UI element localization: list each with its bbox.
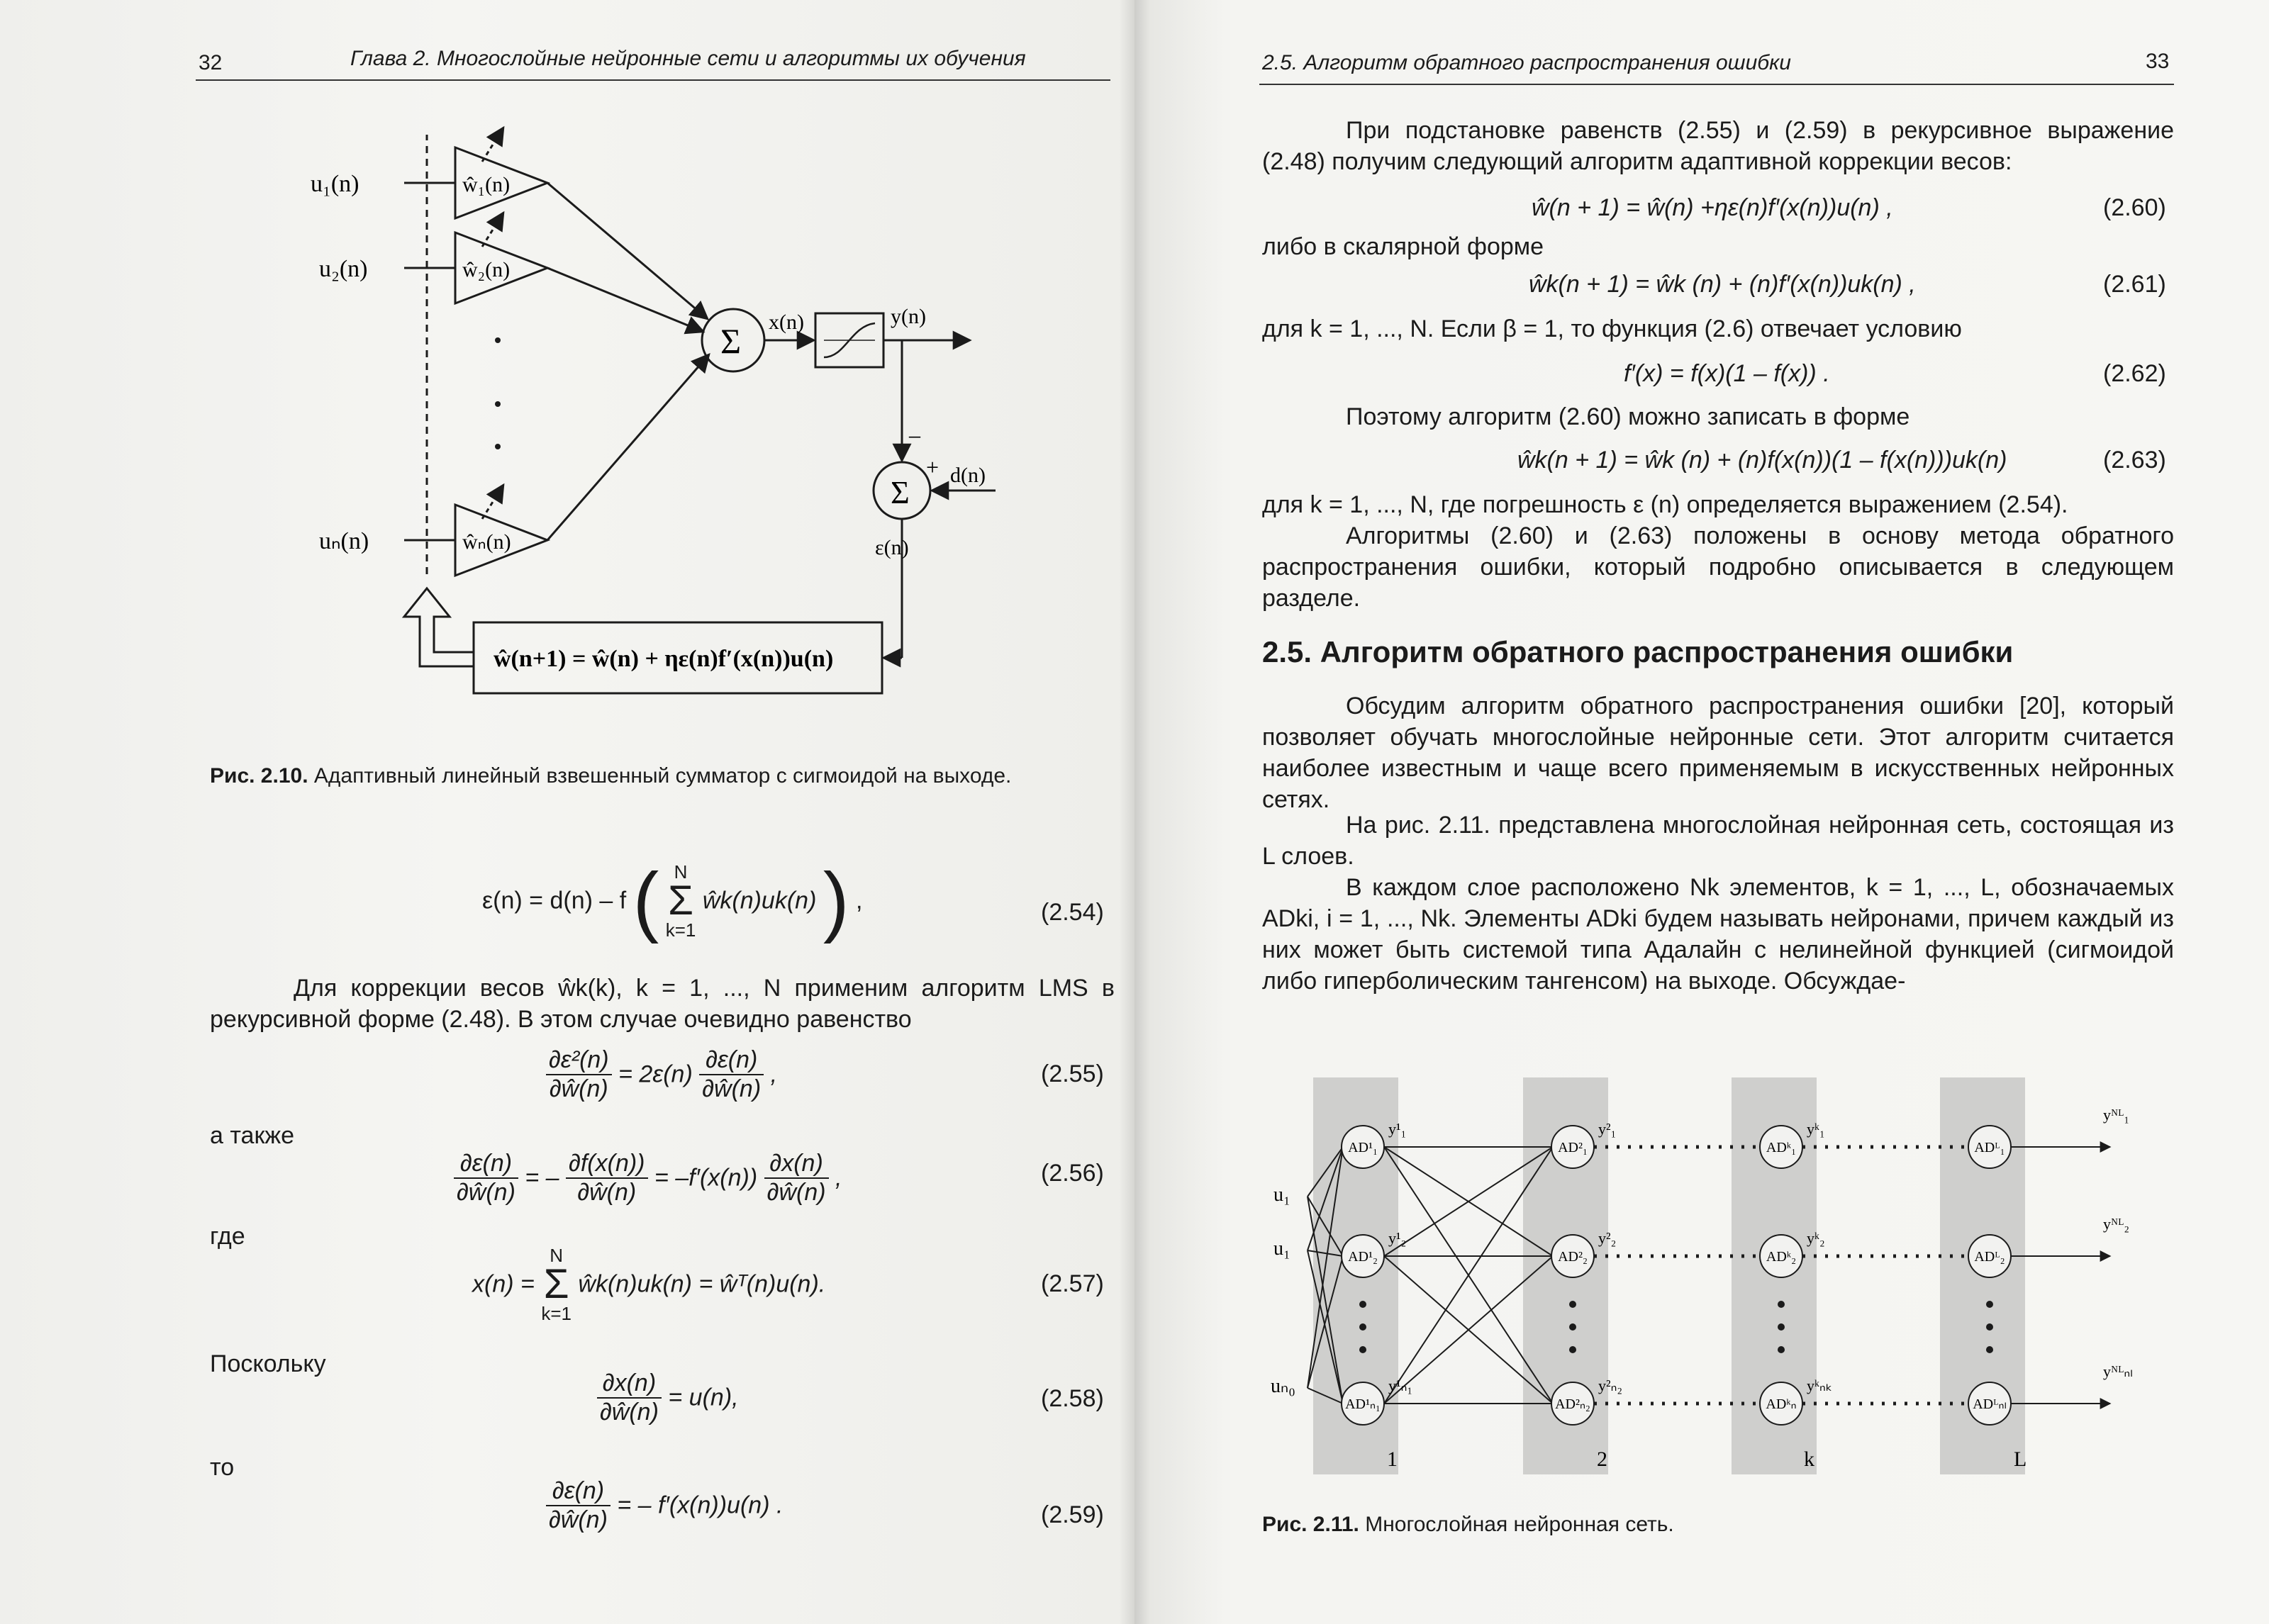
word-where: где bbox=[210, 1223, 245, 1250]
out-layerk-2: yᵏ₂ bbox=[1807, 1229, 1825, 1247]
eq256-frac3-den: ∂ŵ(n) bbox=[766, 1179, 826, 1206]
label-layerL-node1: ADᴸ₁ bbox=[1974, 1140, 2005, 1155]
paragraph-lms: Для коррекции весов ŵk(k), k = 1, ..., N применим алгоритм LMS в рекурсивной форме (2.48). В этом случае очевидно равенство bbox=[210, 975, 1115, 1033]
out-layerk-1: yᵏ₁ bbox=[1807, 1120, 1825, 1138]
eq261-number: (2.61) bbox=[2103, 271, 2166, 298]
equation-2-57 bbox=[472, 1246, 825, 1323]
paragraph-discuss: Обсудим алгоритм обратного распространения ошибки [20], который позволяет обучать многослойные нейронные сети. Этот алгоритм считается наиболее известным и чаще всего применяемым в искусственных нейронных сетях. bbox=[1262, 693, 2174, 813]
label-layerk-node1: ADᵏ₁ bbox=[1766, 1140, 1797, 1155]
book-gutter bbox=[1119, 0, 1150, 1624]
eq254-lhs: ε(n) = d(n) – f bbox=[482, 887, 627, 914]
eq255-tail: , bbox=[770, 1060, 778, 1088]
d-label: d(n) bbox=[950, 464, 986, 487]
out-layer2-n: y²ₙ₂ bbox=[1598, 1377, 1623, 1394]
out-layer2-1: y²₁ bbox=[1598, 1120, 1617, 1138]
eq256-number: (2.56) bbox=[1041, 1160, 1104, 1187]
eq254-number: (2.54) bbox=[1041, 899, 1104, 926]
eq256-frac3-num: ∂x(n) bbox=[764, 1150, 829, 1179]
left-header-rule bbox=[196, 79, 1110, 81]
layer-label-k: k bbox=[1804, 1447, 1814, 1471]
word-then: то bbox=[210, 1454, 235, 1481]
label-layer1-node1: AD¹₁ bbox=[1348, 1140, 1378, 1155]
equation-2-60: ŵ(n + 1) = ŵ(n) +ηε(n)f′(x(n))u(n) , bbox=[1532, 194, 1893, 221]
label-layer2-noden: AD²ₙ₂ bbox=[1555, 1396, 1590, 1412]
figure-2-10-caption bbox=[210, 764, 1011, 788]
eq256-tail: , bbox=[835, 1164, 842, 1192]
eq255-mid: = 2ε(n) bbox=[618, 1060, 693, 1088]
eq258-rhs: = u(n), bbox=[668, 1384, 739, 1411]
epsilon-label: ε(n) bbox=[875, 536, 909, 559]
eq256-frac1-den: ∂ŵ(n) bbox=[457, 1179, 515, 1206]
label-layer1-node2: AD¹₂ bbox=[1348, 1249, 1378, 1265]
figure-2-10-adaptive-combiner bbox=[298, 106, 1021, 730]
eq254-term: ŵk(n)uk(n) bbox=[702, 887, 817, 914]
error-sum-symbol: Σ bbox=[891, 474, 910, 510]
eq257-sum-top: N bbox=[550, 1245, 564, 1266]
out-layerL-2: yᴺᴸ₂ bbox=[2103, 1215, 2130, 1233]
out-layer2-2: y²₂ bbox=[1598, 1229, 1617, 1247]
input-un-label: uₙ(n) bbox=[319, 528, 369, 554]
plus-sign: + bbox=[926, 454, 940, 480]
input-u2-label: u₂(n) bbox=[319, 256, 368, 282]
vertical-dot-2 bbox=[495, 401, 501, 407]
eq257-lhs: x(n) = bbox=[472, 1270, 535, 1298]
eq259-frac-den: ∂ŵ(n) bbox=[549, 1506, 608, 1533]
eq255-frac1-den: ∂ŵ(n) bbox=[549, 1075, 608, 1102]
line-beta: для k = 1, ..., N. Если β = 1, то функция (2.6) отвечает условию bbox=[1262, 315, 1962, 342]
line-therefore: Поэтому алгоритм (2.60) можно записать в форме bbox=[1346, 403, 1910, 430]
minus-sign: – bbox=[909, 422, 920, 447]
out-layerL-1: yᴺᴸ₁ bbox=[2103, 1106, 2130, 1124]
label-layer2-node1: AD²₁ bbox=[1558, 1140, 1588, 1155]
label-layer1-noden: AD¹ₙ₁ bbox=[1345, 1396, 1381, 1412]
eq258-frac-den: ∂ŵ(n) bbox=[600, 1399, 659, 1426]
paragraph-layers: В каждом слое расположено Nk элементов, k = 1, ..., L, обозначаемых ADki, i = 1, ..., Nk. Элементы ADki будем называть нейронами, причем каждый из них может быть системой типа Адалайн с нелинейной функцией (сигмоидой либо гиперболическим тангенсом) на выходе. Обсуждае- bbox=[1262, 874, 2174, 995]
paragraph-fig-2-11: На рис. 2.11. представлена многослойная нейронная сеть, состоящая из L слоев. bbox=[1262, 812, 2174, 870]
label-layerL-noden: ADᴸₙₗ bbox=[1973, 1396, 2007, 1412]
out-layer1-n: y¹ₙ₁ bbox=[1388, 1377, 1413, 1394]
label-layerk-noden: ADᵏₙ bbox=[1766, 1396, 1797, 1412]
fig211-input-2: u₁ bbox=[1273, 1238, 1290, 1260]
sigma-icon: Σ bbox=[543, 1261, 569, 1307]
fig211-input-n: uₙ₀ bbox=[1271, 1375, 1295, 1397]
sigma-icon: Σ bbox=[668, 878, 693, 924]
eq257-number: (2.57) bbox=[1041, 1270, 1104, 1297]
eq254-tail: , bbox=[855, 887, 863, 914]
section-heading-2-5: 2.5. Алгоритм обратного распространения ошибки bbox=[1262, 635, 2014, 668]
right-page-number: 33 bbox=[2146, 50, 2170, 73]
line-scalar-form: либо в скалярной форме bbox=[1262, 233, 1544, 260]
right-running-head: 2.5. Алгоритм обратного распространения ошибки bbox=[1262, 51, 1791, 74]
eq254-sum-top: N bbox=[674, 861, 688, 883]
eq254-left-paren: ( bbox=[632, 857, 659, 944]
input-u1-label: u₁(n) bbox=[311, 171, 359, 197]
caption-text: Адаптивный линейный взвешенный сумматор с сигмоидой на выходе. bbox=[308, 764, 1012, 788]
equation-2-58 bbox=[597, 1370, 739, 1426]
label-layerL-node2: ADᴸ₂ bbox=[1974, 1249, 2005, 1265]
equation-2-61: ŵk(n + 1) = ŵk (n) + (n)f′(x(n))uk(n) , bbox=[1529, 271, 1916, 298]
eq255-frac2-num: ∂ε(n) bbox=[699, 1046, 764, 1075]
eq257-term: ŵk(n)uk(n) = ŵᵀ(n)u(n). bbox=[578, 1270, 826, 1298]
layer-label-2: 2 bbox=[1597, 1447, 1607, 1471]
left-page-number: 32 bbox=[199, 51, 223, 74]
out-layerL-n: yᴺᴸₙₗ bbox=[2103, 1362, 2133, 1380]
layer-label-1: 1 bbox=[1387, 1447, 1398, 1471]
eq255-frac1-num: ∂ε²(n) bbox=[546, 1046, 612, 1075]
x-label: x(n) bbox=[769, 310, 804, 334]
eq256-frac1-num: ∂ε(n) bbox=[454, 1150, 518, 1179]
eq259-frac-num: ∂ε(n) bbox=[546, 1477, 611, 1506]
eq256-frac2-num: ∂f(x(n)) bbox=[566, 1150, 647, 1179]
eq260-number: (2.60) bbox=[2103, 194, 2166, 221]
out-layer1-1: y¹₁ bbox=[1388, 1120, 1407, 1138]
figure-2-11-caption bbox=[1262, 1513, 1674, 1537]
paragraph-algorithms: Алгоритмы (2.60) и (2.63) положены в основу метода обратного распространения ошибки, который подробно описывается в следующем разделе. bbox=[1262, 522, 2174, 612]
eq256-frac2-den: ∂ŵ(n) bbox=[577, 1179, 637, 1206]
vertical-dot-1 bbox=[495, 337, 501, 343]
eq258-frac-num: ∂x(n) bbox=[597, 1370, 662, 1399]
equation-2-56 bbox=[454, 1150, 842, 1206]
equation-2-59 bbox=[546, 1477, 783, 1534]
weight-wn-label: ŵₙ(n) bbox=[462, 530, 511, 554]
eq256-mid2: = –f′(x(n)) bbox=[654, 1164, 758, 1192]
y-label: y(n) bbox=[891, 305, 926, 328]
line-error-definition: для k = 1, ..., N, где погрешность ε (n) определяется выражением (2.54). bbox=[1262, 491, 2068, 518]
eq255-frac2-den: ∂ŵ(n) bbox=[702, 1075, 762, 1102]
eq255-number: (2.55) bbox=[1041, 1060, 1104, 1087]
equation-2-62: f′(x) = f(x)(1 – f(x)) . bbox=[1624, 360, 1830, 387]
eq263-number: (2.63) bbox=[2103, 447, 2166, 474]
vertical-dot-3 bbox=[495, 444, 501, 449]
eq258-number: (2.58) bbox=[1041, 1385, 1104, 1412]
right-page bbox=[1134, 0, 2269, 1624]
weight-w2-label: ŵ₂(n) bbox=[462, 258, 511, 281]
fig211-input-1: u₁ bbox=[1273, 1184, 1290, 1206]
eq254-sum-bottom: k=1 bbox=[665, 919, 696, 941]
eq256-mid1: = – bbox=[525, 1164, 559, 1192]
layer-label-L: L bbox=[2014, 1447, 2027, 1471]
caption-text: Многослойная нейронная сеть. bbox=[1359, 1513, 1674, 1536]
eq259-rhs: = – f′(x(n))u(n) . bbox=[617, 1491, 784, 1519]
caption-label: Рис. 2.11. bbox=[1262, 1513, 1359, 1536]
out-layer1-2: y¹₂ bbox=[1388, 1229, 1407, 1247]
label-layer2-node2: AD²₂ bbox=[1558, 1249, 1588, 1265]
figure-2-11-multilayer-network bbox=[1259, 1063, 2181, 1489]
eq254-right-paren: ) bbox=[823, 857, 849, 944]
right-header-rule bbox=[1259, 84, 2174, 85]
weight-w1-label: ŵ₁(n) bbox=[462, 173, 511, 196]
out-layerk-n: yᵏₙₖ bbox=[1807, 1377, 1833, 1394]
left-page bbox=[0, 0, 1134, 1624]
label-layerk-node2: ADᵏ₂ bbox=[1766, 1249, 1797, 1265]
eq257-sum-bottom: k=1 bbox=[541, 1303, 572, 1324]
left-running-head: Глава 2. Многослойные нейронные сети и алгоритмы их обучения bbox=[350, 47, 1026, 70]
eq259-number: (2.59) bbox=[1041, 1501, 1104, 1528]
word-since: Поскольку bbox=[210, 1350, 326, 1377]
eq257-sum bbox=[541, 1246, 572, 1323]
eq262-number: (2.62) bbox=[2103, 360, 2166, 387]
word-also: а также bbox=[210, 1122, 294, 1149]
equation-2-63: ŵk(n + 1) = ŵk (n) + (n)f(x(n))(1 – f(x(n)))uk(n) bbox=[1517, 447, 2007, 474]
eq254-sum bbox=[666, 863, 696, 939]
equation-2-55 bbox=[546, 1046, 777, 1103]
sum-symbol: Σ bbox=[720, 321, 742, 361]
caption-label: Рис. 2.10. bbox=[210, 764, 308, 788]
paragraph-substitution: При подстановке равенств (2.55) и (2.59) в рекурсивное выражение (2.48) получим следующий алгоритм адаптивной коррекции весов: bbox=[1262, 117, 2174, 175]
equation-2-54 bbox=[482, 857, 863, 944]
update-rule-text: ŵ(n+1) = ŵ(n) + ηε(n)f′(x(n))u(n) bbox=[494, 646, 834, 672]
